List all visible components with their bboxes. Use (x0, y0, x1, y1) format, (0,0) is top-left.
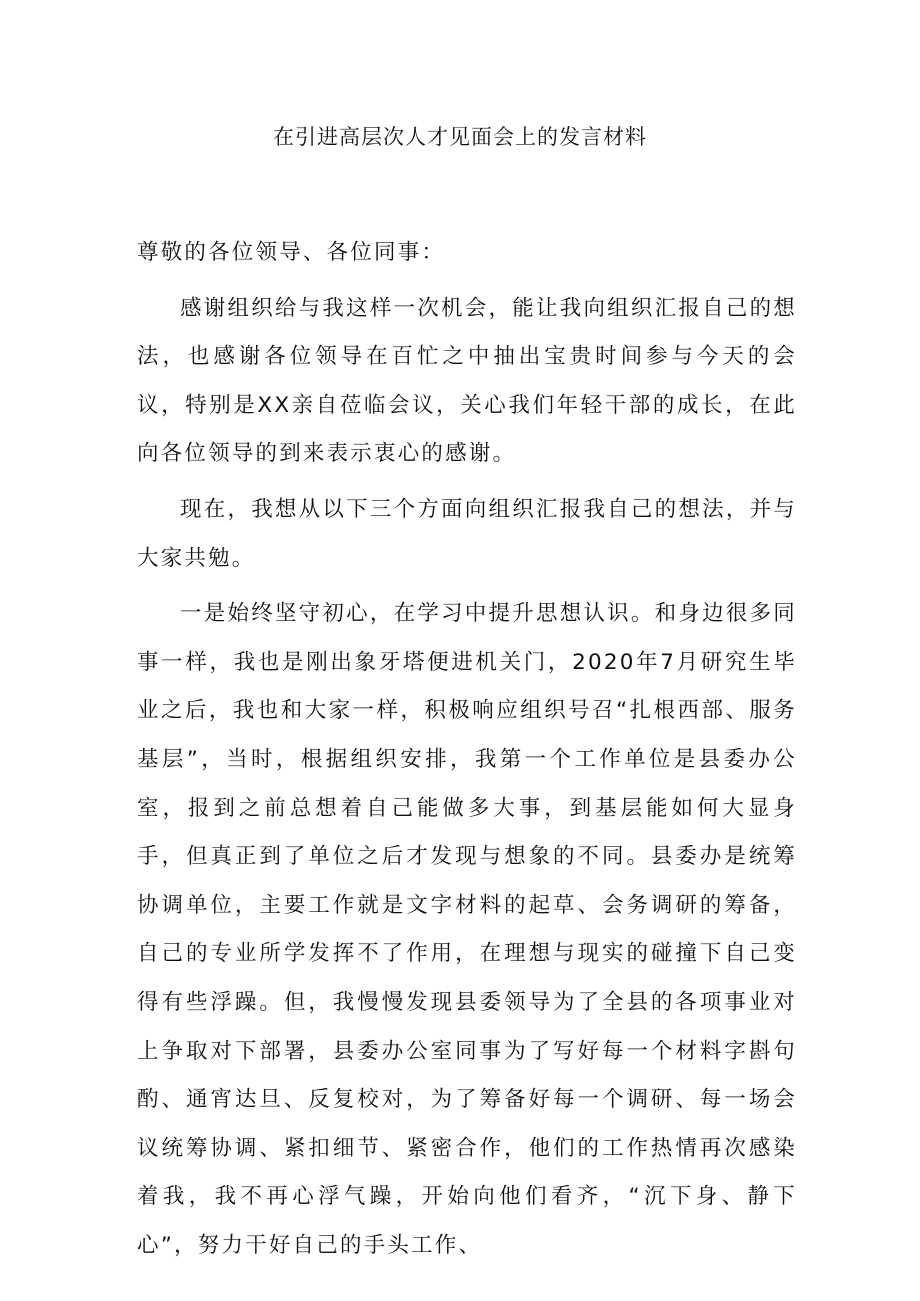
paragraph-point-one: 一是始终坚守初心，在学习中提升思想认识。和身边很多同事一样，我也是刚出象牙塔便进机关门，2020年7月研究生毕业之后，我也和大家一样，积极响应组织号召“扎根西部、服务基层”，当时，根据组织安排，我第一个工作单位是县委办公室，报到之前总想着自己能做多大事，到基层能如何大显身手，但真正到了单位之后才发现与想象的不同。县委办是统筹协调单位，主要工作就是文字材料的起草、会务调研的筹备，自己的专业所学发挥不了作用，在理想与现实的碰撞下自己变得有些浮躁。但，我慢慢发现县委领导为了全县的各项事业对上争取对下部署，县委办公室同事为了写好每一个材料字斟句酌、通宵达旦、反复校对，为了筹备好每一个调研、每一场会议统筹协调、紧扣细节、紧密合作，他们的工作热情再次感染着我，我不再心浮气躁，开始向他们看齐，“沉下身、静下心”，努力干好自己的手头工作、 (137, 601, 797, 1258)
salutation: 尊敬的各位领导、各位同事： (137, 240, 446, 265)
document-body (137, 229, 797, 1270)
paragraph-intro: 现在，我想从以下三个方面向组织汇报我自己的想法，并与大家共勉。 (137, 496, 797, 571)
paragraph-thanks: 感谢组织给与我这样一次机会，能让我向组织汇报自己的想法，也感谢各位领导在百忙之中抽出宝贵时间参与今天的会议，特别是XX亲自莅临会议，关心我们年轻干部的成长，在此向各位领导的到来表示衷心的感谢。 (137, 295, 797, 467)
document-title: 在引进高层次人才见面会上的发言材料 (273, 125, 647, 149)
